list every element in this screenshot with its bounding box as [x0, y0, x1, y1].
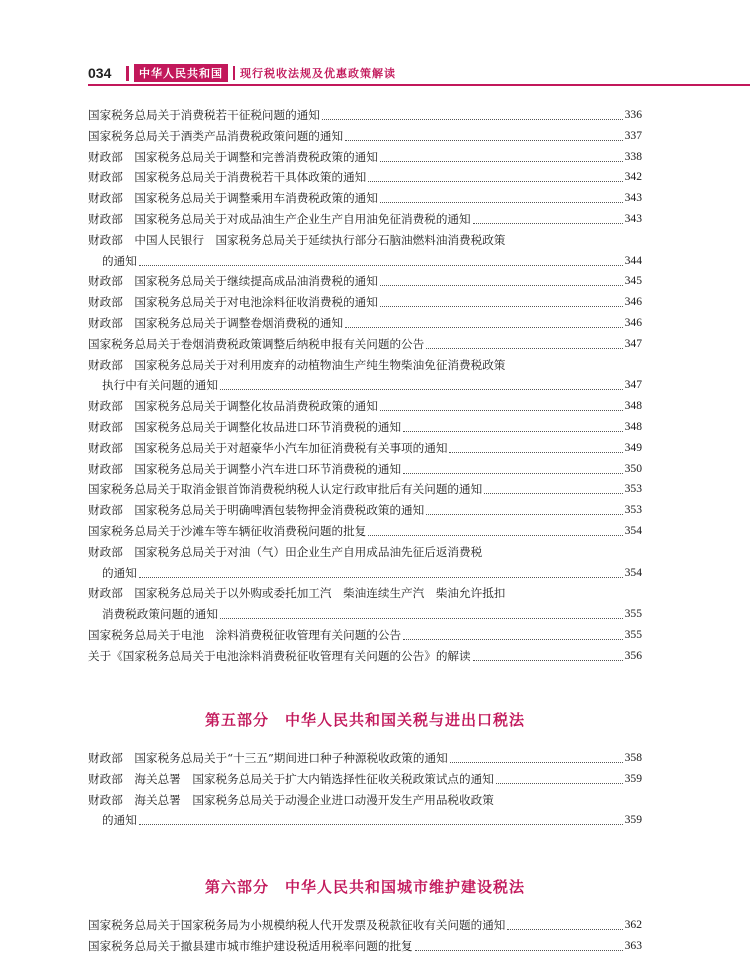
page-header [88, 62, 750, 84]
toc-entry [88, 417, 642, 438]
toc-entry-title: 国家税务总局关于电池 涂料消费税征收管理有关问题的公告 [88, 627, 402, 642]
toc-entry-title: 国家税务总局关于卷烟消费税政策调整后纳税申报有关问题的公告 [88, 336, 425, 351]
toc-entry-page: 347 [624, 336, 642, 350]
toc-entry [88, 167, 642, 188]
dot-leader [426, 500, 622, 515]
toc-entry-title: 财政部 国家税务总局关于以外购或委托加工汽 柴油连续生产汽 柴油允许抵扣 [88, 586, 506, 601]
dot-leader [345, 126, 623, 141]
toc-entry [88, 790, 642, 811]
toc-entry-title: 财政部 国家税务总局关于调整化妆品进口环节消费税的通知 [88, 419, 402, 434]
toc-entry [88, 604, 642, 625]
dot-leader [345, 313, 623, 328]
toc-entry [88, 188, 642, 209]
toc-entry-title: 的通知 [102, 813, 137, 828]
dot-leader [322, 105, 623, 120]
toc-entry-title: 财政部 国家税务总局关于对利用废弃的动植物油生产纯生物柴油免征消费税政策 [88, 357, 506, 372]
toc-entry-title: 财政部 国家税务总局关于消费税若干具体政策的通知 [88, 170, 367, 185]
toc-entry [88, 105, 642, 126]
toc-entry-title: 财政部 国家税务总局关于调整和完善消费税政策的通知 [88, 149, 378, 164]
toc-entry [88, 542, 642, 563]
toc-entry-title: 执行中有关问题的通知 [102, 378, 218, 393]
toc-entry-page: 345 [624, 274, 642, 288]
toc-entry [88, 313, 642, 334]
toc-entry-page: 353 [624, 503, 642, 517]
toc-entry-title: 财政部 国家税务总局关于调整卷烟消费税的通知 [88, 315, 344, 330]
toc-entry [88, 583, 642, 604]
toc-entry-page: 359 [624, 771, 642, 785]
toc-entry-title: 财政部 国家税务总局关于调整化妆品消费税政策的通知 [88, 399, 378, 414]
toc-entry-page: 338 [624, 149, 642, 163]
dot-leader [426, 334, 622, 349]
toc-entry-title: 国家税务总局关于沙滩车等车辆征收消费税问题的批复 [88, 523, 367, 538]
toc-entry [88, 251, 642, 272]
header-divider [126, 66, 129, 81]
toc-group-part5 [88, 748, 642, 831]
toc-entry-title: 国家税务总局关于酒类产品消费税政策问题的通知 [88, 128, 344, 143]
toc-entry [88, 936, 642, 957]
section-heading-part5: 第五部分 中华人民共和国关税与进出口税法 [204, 711, 525, 729]
toc-entry-title: 国家税务总局关于取消金银首饰消费税纳税人认定行政审批后有关问题的通知 [88, 482, 483, 497]
toc-entry-title: 财政部 国家税务总局关于对成品油生产企业生产自用油免征消费税的通知 [88, 211, 471, 226]
dot-leader [380, 292, 623, 307]
toc-entry [88, 646, 642, 667]
dot-leader [139, 810, 623, 825]
toc-entry-title: 国家税务总局关于国家税务局为小规模纳税人代开发票及税款征收有关问题的通知 [88, 918, 506, 932]
toc-entry-page: 346 [624, 315, 642, 329]
toc-entry [88, 292, 642, 313]
toc-entry [88, 147, 642, 168]
toc-entry [88, 334, 642, 355]
toc-entry-title: 的通知 [102, 253, 137, 268]
toc-entry-title: 财政部 国家税务总局关于“十三五”期间进口种子种源税收政策的通知 [88, 751, 448, 765]
toc-entry-page: 346 [624, 295, 642, 309]
toc-entry-title: 财政部 海关总署 国家税务总局关于扩大内销选择性征收关税政策试点的通知 [88, 771, 494, 786]
toc-entry-title: 财政部 国家税务总局关于对油（气）田企业生产自用成品油先征后返消费税 [88, 544, 483, 559]
toc-entry-page: 344 [624, 253, 642, 267]
header-rule [88, 84, 750, 86]
toc-entry-title: 财政部 国家税务总局关于对电池涂料征收消费税的通知 [88, 295, 378, 310]
dot-leader [368, 521, 622, 536]
toc-entry-page: 349 [624, 440, 642, 454]
toc-entry-page: 353 [624, 482, 642, 496]
toc-entry-title: 财政部 国家税务总局关于明确啤酒包装物押金消费税政策的通知 [88, 503, 425, 518]
dot-leader [507, 915, 622, 930]
toc-entry-title: 消费税政策问题的通知 [102, 607, 218, 622]
toc-entry-title: 财政部 中国人民银行 国家税务总局关于延续执行部分石脑油燃料油消费税政策 [88, 232, 506, 247]
toc-entry-page: 356 [624, 648, 642, 662]
toc-entry [88, 209, 642, 230]
dot-leader [450, 748, 623, 763]
toc-entry-title: 关于《国家税务总局关于电池涂料消费税征收管理有关问题的公告》的解读 [88, 648, 471, 663]
section-heading-part6: 第六部分 中华人民共和国城市维护建设税法 [204, 878, 525, 896]
dot-leader [484, 479, 622, 494]
toc-entry [88, 438, 642, 459]
toc-entry [88, 396, 642, 417]
toc-entry-page: 347 [624, 378, 642, 392]
toc-entry-page: 354 [624, 565, 642, 579]
page-number: 034 [88, 65, 112, 81]
dot-leader [449, 438, 622, 453]
book-title: 现行税收法规及优惠政策解读 [240, 67, 396, 80]
toc-entry [88, 810, 642, 831]
toc-entry-title: 财政部 国家税务总局关于调整小汽车进口环节消费税的通知 [88, 461, 402, 476]
dot-leader [139, 251, 623, 266]
toc-entry [88, 769, 642, 790]
toc-entry-page: 355 [624, 607, 642, 621]
toc-entry-page: 342 [624, 170, 642, 184]
toc-entry-page: 359 [624, 813, 642, 827]
dot-leader [220, 604, 623, 619]
toc-entry-title: 国家税务总局关于撤县建市城市维护建设税适用税率问题的批复 [88, 938, 413, 953]
toc-entry-page: 358 [624, 751, 642, 764]
toc-entry-page: 355 [624, 627, 642, 641]
toc-entry-title: 的通知 [102, 565, 137, 580]
toc-entry [88, 230, 642, 251]
toc-entry-title: 财政部 国家税务总局关于对超豪华小汽车加征消费税有关事项的通知 [88, 440, 448, 455]
toc-entry [88, 355, 642, 376]
dot-leader [220, 375, 623, 390]
dot-leader [403, 459, 623, 474]
toc-entry-page: 337 [624, 128, 642, 142]
header-badge: 中华人民共和国 [134, 64, 228, 82]
dot-leader [139, 563, 623, 578]
toc-entry [88, 479, 642, 500]
toc-group-consumption-tax [88, 105, 642, 667]
toc-entry-page: 348 [624, 399, 642, 413]
dot-leader [403, 417, 623, 432]
toc-entry-title: 财政部 国家税务总局关于调整乘用车消费税政策的通知 [88, 191, 378, 206]
dot-leader [403, 625, 623, 640]
dot-leader [380, 271, 623, 286]
dot-leader [368, 167, 622, 182]
toc-group-part6 [88, 915, 642, 957]
toc-entry [88, 748, 642, 769]
dot-leader [380, 188, 623, 203]
toc-entry [88, 126, 642, 147]
toc-entry-page: 336 [624, 108, 642, 121]
toc-entry [88, 500, 642, 521]
toc-entry-page: 363 [624, 938, 642, 952]
toc-entry-page: 343 [624, 191, 642, 205]
dot-leader [473, 646, 623, 661]
header-divider [233, 66, 235, 80]
toc-entry-page: 348 [624, 419, 642, 433]
toc-entry [88, 915, 642, 936]
toc-entry-title: 财政部 国家税务总局关于继续提高成品油消费税的通知 [88, 274, 378, 289]
toc-entry-title: 国家税务总局关于消费税若干征税问题的通知 [88, 108, 320, 122]
dot-leader [415, 936, 623, 951]
dot-leader [380, 396, 623, 411]
toc-entry-page: 354 [624, 523, 642, 537]
toc-entry [88, 271, 642, 292]
toc-entry [88, 375, 642, 396]
dot-leader [473, 209, 623, 224]
toc-entry [88, 563, 642, 584]
toc-entry-page: 343 [624, 211, 642, 225]
toc-entry-page: 362 [624, 918, 642, 931]
toc-entry [88, 625, 642, 646]
dot-leader [380, 147, 623, 162]
toc-entry [88, 521, 642, 542]
dot-leader [496, 769, 623, 784]
toc-entry [88, 459, 642, 480]
toc-entry-page: 350 [624, 461, 642, 475]
toc-entry-title: 财政部 海关总署 国家税务总局关于动漫企业进口动漫开发生产用品税收政策 [88, 792, 494, 807]
